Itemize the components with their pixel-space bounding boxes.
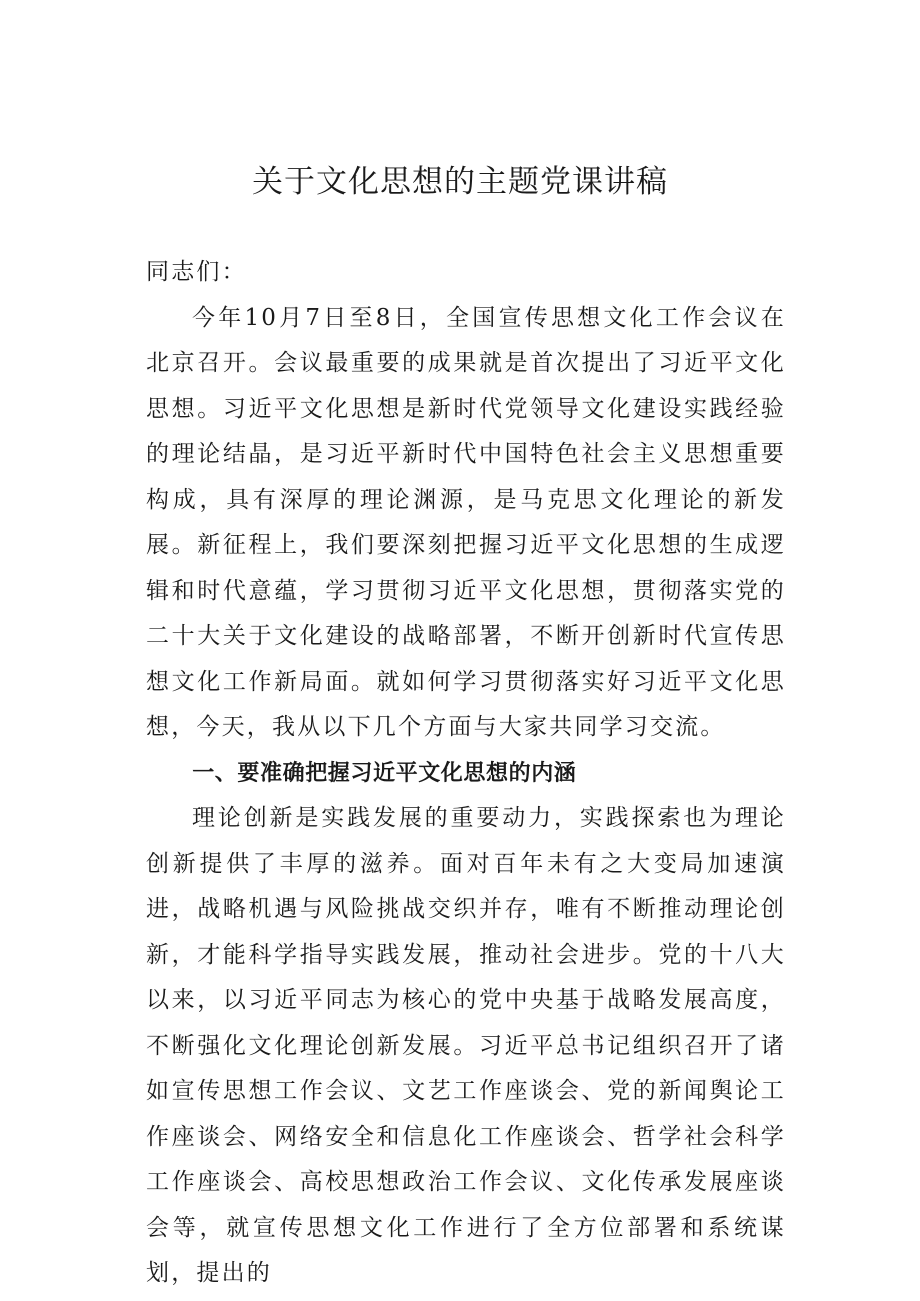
section-1-heading: 一、要准确把握习近平文化思想的内涵	[192, 760, 577, 786]
document-body	[146, 250, 786, 1297]
document-title: 关于文化思想的主题党课讲稿	[252, 164, 668, 200]
paragraph-1: 今年10月7日至8日，全国宣传思想文化工作会议在北京召开。会议最重要的成果就是首次提出了习近平文化思想。习近平文化思想是新时代党领导文化建设实践经验的理论结晶，是习近平新时代中国特色社会主义思想重要构成，具有深厚的理论渊源，是马克思文化理论的新发展。新征程上，我们要深刻把握习近平文化思想的生成逻辑和时代意蕴，学习贯彻习近平文化思想，贯彻落实党的二十大关于文化建设的战略部署，不断开创新时代宣传思想文化工作新局面。就如何学习贯彻落实好习近平文化思想，今天，我从以下几个方面与大家共同学习交流。	[146, 304, 786, 740]
salutation: 同志们：	[146, 259, 247, 285]
paragraph-2: 理论创新是实践发展的重要动力，实践探索也为理论创新提供了丰厚的滋养。面对百年未有之大变局加速演进，战略机遇与风险挑战交织并存，唯有不断推动理论创新，才能科学指导实践发展，推动社会进步。党的十八大以来，以习近平同志为核心的党中央基于战略发展高度，不断强化文化理论创新发展。习近平总书记组织召开了诸如宣传思想工作会议、文艺工作座谈会、党的新闻舆论工作座谈会、网络安全和信息化工作座谈会、哲学社会科学工作座谈会、高校思想政治工作会议、文化传承发展座谈会等，就宣传思想文化工作进行了全方位部署和系统谋划，提出的	[146, 805, 786, 1286]
